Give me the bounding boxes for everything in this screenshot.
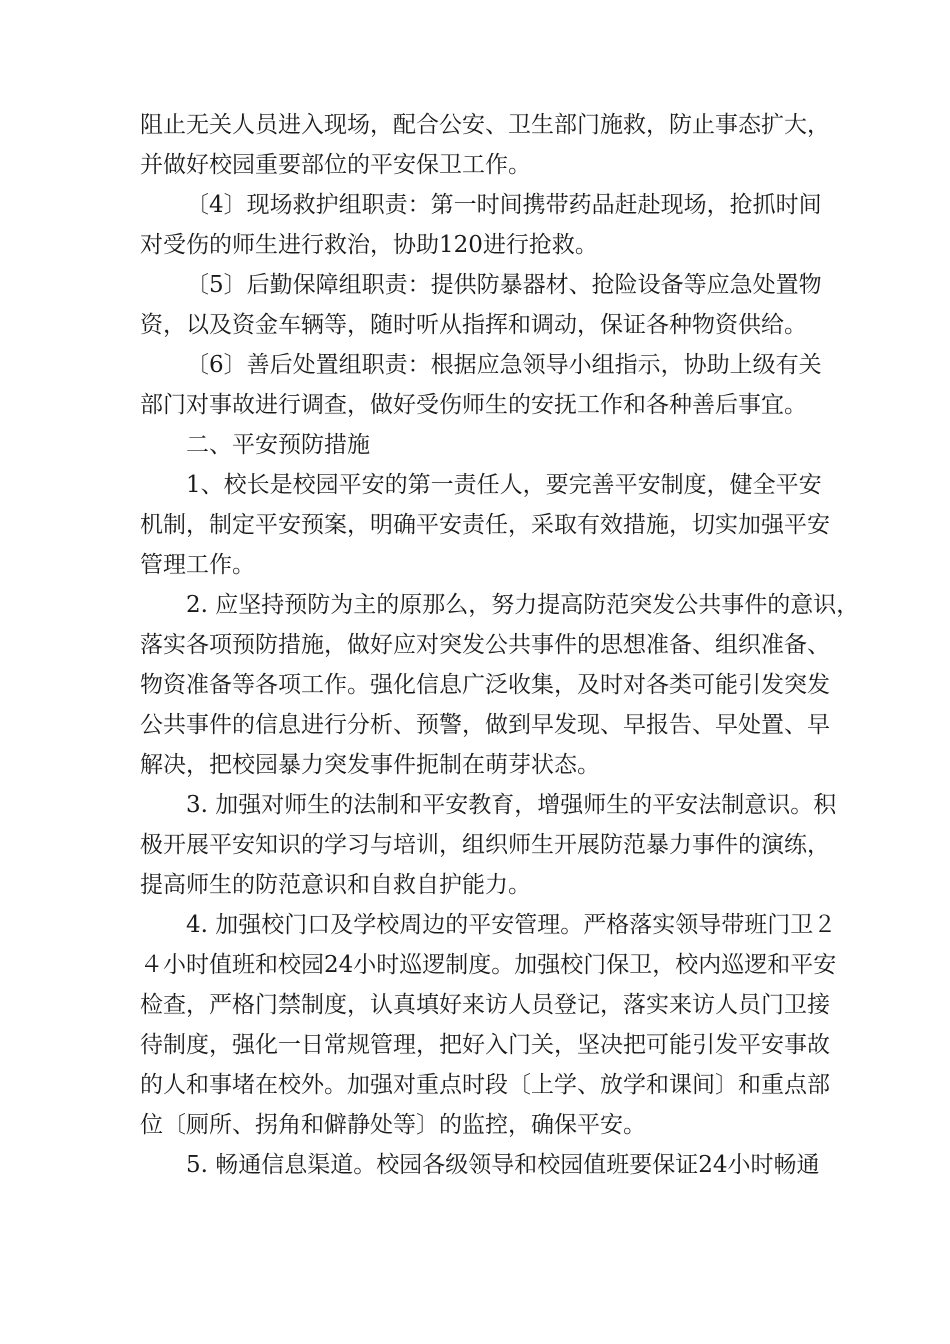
text-line: 资，以及资金车辆等，随时听从指挥和调动，保证各种物资供给。 [140, 312, 807, 338]
text-line: 〔4〕现场救护组职责：第一时间携带药品赶赴现场，抢抓时间 [186, 192, 822, 218]
text-line: 1、校长是校园平安的第一责任人，要完善平安制度，健全平安 [186, 472, 822, 498]
text-line: 5. 畅通信息渠道。校园各级领导和校园值班要保证24小时畅通 [186, 1152, 820, 1178]
text-line: 检查，严格门禁制度，认真填好来访人员登记，落实来访人员门卫接 [140, 992, 830, 1018]
text-line: 物资准备等各项工作。强化信息广泛收集，及时对各类可能引发突发 [140, 672, 830, 698]
text-line: 管理工作。 [140, 552, 255, 578]
text-line: 待制度，强化一日常规管理，把好入门关，坚决把可能引发平安事故 [140, 1032, 830, 1058]
text-line: 〔5〕后勤保障组职责：提供防暴器材、抢险设备等应急处置物 [186, 272, 822, 298]
text-line: ４小时值班和校园24小时巡逻制度。加强校门保卫，校内巡逻和平安 [140, 952, 837, 978]
text-line: 解决，把校园暴力突发事件扼制在萌芽状态。 [140, 752, 600, 778]
text-line: 公共事件的信息进行分析、预警，做到早发现、早报告、早处置、早 [140, 712, 830, 738]
text-line: 位〔厕所、拐角和僻静处等〕的监控，确保平安。 [140, 1112, 646, 1138]
text-line: 提高师生的防范意识和自救自护能力。 [140, 872, 531, 898]
text-line: 并做好校园重要部位的平安保卫工作。 [140, 152, 531, 178]
text-line: 的人和事堵在校外。加强对重点时段〔上学、放学和课间〕和重点部 [140, 1072, 830, 1098]
section-heading: 二、平安预防措施 [186, 432, 370, 458]
text-line: 阻止无关人员进入现场，配合公安、卫生部门施救，防止事态扩大， [140, 112, 830, 138]
text-line: 落实各项预防措施，做好应对突发公共事件的思想准备、组织准备、 [140, 632, 830, 658]
text-line: 对受伤的师生进行救治，协助120进行抢救。 [140, 232, 598, 258]
text-line: 部门对事故进行调查，做好受伤师生的安抚工作和各种善后事宜。 [140, 392, 807, 418]
text-line: 机制，制定平安预案，明确平安责任，采取有效措施，切实加强平安 [140, 512, 830, 538]
text-line: 4. 加强校门口及学校周边的平安管理。严格落实领导带班门卫２ [186, 912, 837, 938]
text-line: 极开展平安知识的学习与培训，组织师生开展防范暴力事件的演练， [140, 832, 830, 858]
text-line: 2. 应坚持预防为主的原那么，努力提高防范突发公共事件的意识， [186, 592, 860, 618]
text-line: 3. 加强对师生的法制和平安教育，增强师生的平安法制意识。积 [186, 792, 837, 818]
text-line: 〔6〕善后处置组职责：根据应急领导小组指示，协助上级有关 [186, 352, 822, 378]
